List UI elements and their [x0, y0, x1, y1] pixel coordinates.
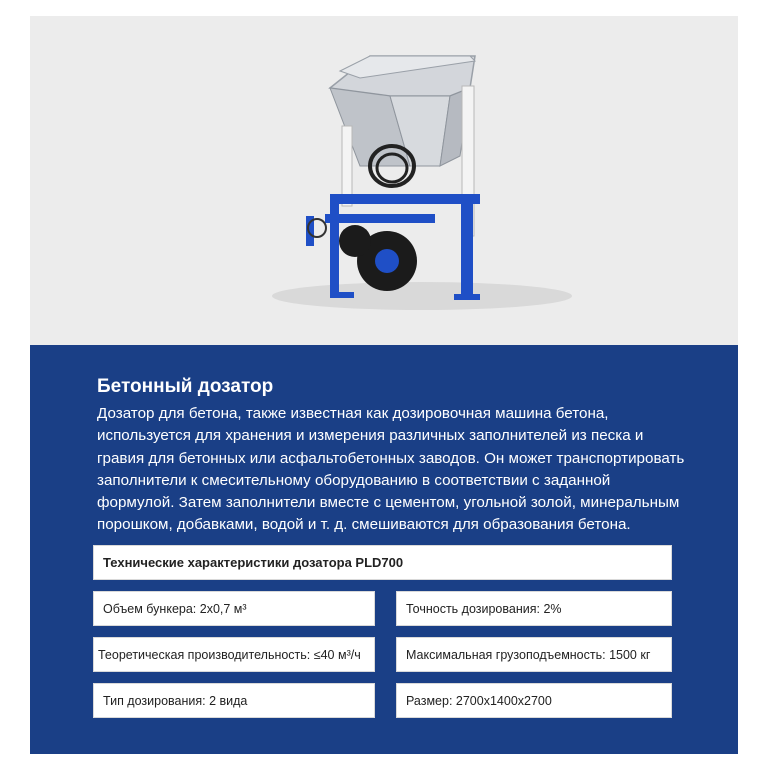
spec-hopper-volume: Объем бункера: 2x0,7 м³: [93, 591, 375, 626]
product-card: [30, 16, 738, 754]
product-description: [97, 403, 717, 537]
spec-dosing-accuracy: Точность дозирования: 2%: [396, 591, 672, 626]
product-info-panel: [30, 345, 738, 754]
description-line: порошком, добавками, водой и т. д. смешиваются для образования бетона.: [97, 516, 631, 534]
description-line: Дозатор для бетона, также известная как дозировочная машина бетона,: [97, 405, 609, 422]
description-line: гравия для бетонных или асфальтобетонных заводов. Он может транспортировать: [97, 449, 685, 467]
description-line: заполнители к смесительному оборудованию в соответствии с заданной: [97, 471, 611, 489]
product-image-area: [30, 16, 738, 345]
batcher-machine-image: [30, 16, 738, 345]
spec-dosing-type: Тип дозирования: 2 вида: [93, 683, 375, 718]
spec-productivity: Теоретическая производительность: ≤40 м³/ч: [93, 637, 375, 672]
specs-heading: Технические характеристики дозатора PLD700: [93, 545, 672, 580]
description-line: используется для хранения и измерения различных заполнителей из песка и: [97, 427, 644, 445]
product-title: Бетонный дозатор: [97, 376, 274, 397]
description-line: формулой. Затем заполнители вместе с цементом, угольной золой, минеральным: [97, 494, 680, 512]
spec-max-load: Максимальная грузоподъемность: 1500 кг: [396, 637, 672, 672]
spec-size: Размер: 2700x1400x2700: [396, 683, 672, 718]
